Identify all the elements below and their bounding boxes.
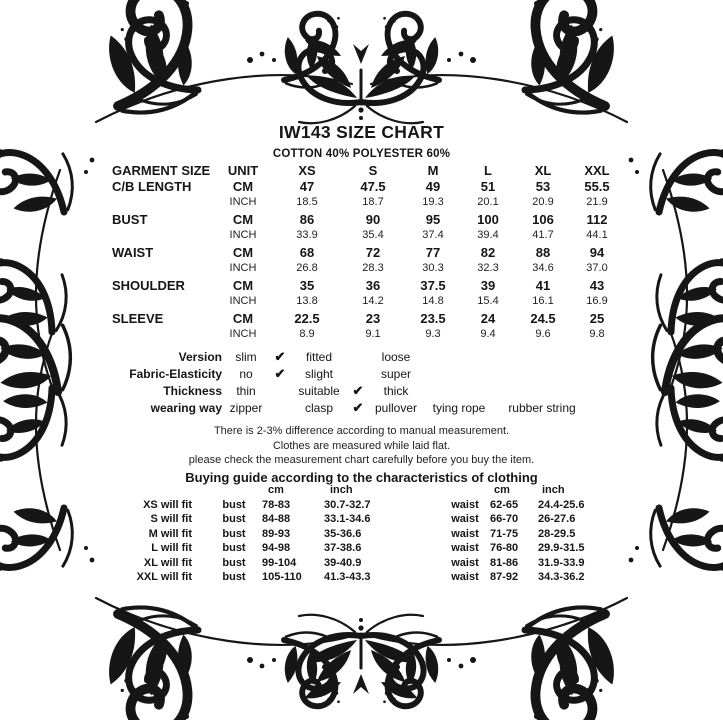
check-icon: ✔ bbox=[274, 365, 286, 381]
value-cell: 84-88 bbox=[262, 513, 291, 526]
option-cell: thin bbox=[236, 383, 256, 398]
part-cell: waist bbox=[451, 513, 479, 526]
value-cell: 19.3 bbox=[422, 195, 444, 208]
part-cell: bust bbox=[222, 498, 246, 511]
value-cell: 14.2 bbox=[362, 294, 384, 307]
value-cell: 28-29.5 bbox=[538, 527, 576, 540]
note-line: There is 2-3% difference according to manual measurement. bbox=[213, 425, 510, 437]
size-table-header-row bbox=[112, 163, 619, 179]
unit-cell: CM bbox=[232, 310, 254, 326]
part-cell: waist bbox=[451, 527, 479, 540]
value-cell: 41.7 bbox=[532, 228, 554, 241]
value-cell: 81-86 bbox=[490, 556, 519, 569]
value-cell: 30.7-32.7 bbox=[324, 498, 371, 511]
column-header: inch bbox=[330, 484, 353, 497]
value-cell: 25 bbox=[589, 310, 605, 326]
value-cell: 47 bbox=[299, 178, 315, 194]
value-cell: 99-104 bbox=[262, 556, 297, 569]
unit-cell: CM bbox=[232, 244, 254, 260]
value-cell: 37-38.6 bbox=[324, 542, 362, 555]
unit-cell: CM bbox=[232, 211, 254, 227]
buying-guide-header-row bbox=[120, 483, 614, 498]
characteristic-label: Version bbox=[178, 349, 222, 364]
check-icon: ✔ bbox=[274, 348, 286, 364]
option-cell: clasp bbox=[304, 400, 333, 415]
value-cell: 39.4 bbox=[477, 228, 499, 241]
option-cell: tying rope bbox=[432, 400, 486, 415]
buying-guide-row bbox=[120, 541, 614, 556]
option-cell: zipper bbox=[229, 400, 263, 415]
column-header: inch bbox=[542, 484, 565, 497]
value-cell: 94-98 bbox=[262, 542, 291, 555]
value-cell: 23 bbox=[365, 310, 381, 326]
unit-cell: CM bbox=[232, 178, 254, 194]
value-cell: 15.4 bbox=[477, 294, 499, 307]
value-cell: 55.5 bbox=[584, 178, 610, 194]
value-cell: 16.9 bbox=[586, 294, 608, 307]
size-table-row bbox=[112, 278, 619, 294]
column-header: L bbox=[484, 163, 492, 179]
column-header: UNIT bbox=[227, 163, 259, 179]
size-label: S will fit bbox=[150, 513, 192, 526]
size-table-row bbox=[112, 260, 619, 276]
check-icon: ✔ bbox=[352, 399, 364, 415]
value-cell: 31.9-33.9 bbox=[538, 556, 585, 569]
value-cell: 24.5 bbox=[530, 310, 556, 326]
value-cell: 36 bbox=[365, 277, 381, 293]
size-label: M will fit bbox=[148, 527, 192, 540]
value-cell: 47.5 bbox=[360, 178, 386, 194]
value-cell: 32.3 bbox=[477, 261, 499, 274]
size-table-row bbox=[112, 194, 619, 210]
value-cell: 9.6 bbox=[535, 327, 551, 340]
option-cell: slim bbox=[235, 349, 257, 364]
value-cell: 8.9 bbox=[299, 327, 315, 340]
unit-cell: CM bbox=[232, 277, 254, 293]
characteristic-row bbox=[102, 382, 590, 399]
value-cell: 13.8 bbox=[296, 294, 318, 307]
value-cell: 68 bbox=[299, 244, 315, 260]
column-header: GARMENT SIZE bbox=[112, 163, 211, 179]
page-title: IW143 SIZE CHART bbox=[278, 122, 445, 142]
characteristic-row bbox=[102, 348, 590, 365]
check-icon: ✔ bbox=[352, 382, 364, 398]
size-table-row bbox=[112, 311, 619, 327]
column-header: S bbox=[368, 163, 378, 179]
value-cell: 35.4 bbox=[362, 228, 384, 241]
row-label: BUST bbox=[112, 211, 148, 227]
unit-cell: INCH bbox=[229, 327, 257, 340]
material-subtitle: COTTON 40% POLYESTER 60% bbox=[272, 148, 451, 160]
column-header: XXL bbox=[584, 163, 610, 179]
note-line: Clothes are measured while laid flat. bbox=[272, 439, 451, 452]
value-cell: 49 bbox=[425, 178, 441, 194]
value-cell: 77 bbox=[425, 244, 441, 260]
size-label: XL will fit bbox=[143, 556, 192, 569]
size-table-row bbox=[112, 326, 619, 342]
buying-guide-row bbox=[120, 527, 614, 542]
value-cell: 82 bbox=[480, 244, 496, 260]
option-cell: rubber string bbox=[508, 400, 576, 415]
value-cell: 90 bbox=[365, 211, 381, 227]
characteristic-label: Thickness bbox=[163, 383, 222, 398]
option-cell: pullover bbox=[374, 400, 418, 415]
buying-guide-row bbox=[120, 570, 614, 585]
row-label: SLEEVE bbox=[112, 310, 164, 326]
value-cell: 51 bbox=[480, 178, 496, 194]
value-cell: 95 bbox=[425, 211, 441, 227]
value-cell: 9.4 bbox=[480, 327, 496, 340]
part-cell: bust bbox=[222, 542, 246, 555]
part-cell: bust bbox=[222, 571, 246, 584]
size-table-row bbox=[112, 293, 619, 309]
characteristic-row bbox=[102, 365, 590, 382]
value-cell: 43 bbox=[589, 277, 605, 293]
unit-cell: INCH bbox=[229, 261, 257, 274]
option-cell: slight bbox=[304, 366, 333, 381]
value-cell: 24.4-25.6 bbox=[538, 498, 585, 511]
part-cell: waist bbox=[451, 542, 479, 555]
notes bbox=[0, 424, 723, 486]
value-cell: 105-110 bbox=[262, 571, 302, 584]
buying-guide-table bbox=[120, 483, 614, 585]
value-cell: 35-36.6 bbox=[324, 527, 362, 540]
option-cell: thick bbox=[383, 383, 409, 398]
option-cell: no bbox=[239, 366, 253, 381]
part-cell: waist bbox=[451, 571, 479, 584]
value-cell: 34.6 bbox=[532, 261, 554, 274]
size-table-row bbox=[112, 179, 619, 195]
unit-cell: INCH bbox=[229, 294, 257, 307]
characteristic-row bbox=[102, 399, 590, 416]
part-cell: waist bbox=[451, 556, 479, 569]
buying-guide-heading: Buying guide according to the characteristics of clothing bbox=[185, 469, 538, 485]
value-cell: 66-70 bbox=[490, 513, 519, 526]
value-cell: 112 bbox=[586, 211, 608, 227]
value-cell: 100 bbox=[477, 211, 499, 227]
value-cell: 88 bbox=[535, 244, 551, 260]
value-cell: 22.5 bbox=[294, 310, 320, 326]
value-cell: 87-92 bbox=[490, 571, 519, 584]
value-cell: 18.5 bbox=[296, 195, 318, 208]
value-cell: 37.5 bbox=[420, 277, 446, 293]
value-cell: 62-65 bbox=[490, 498, 519, 511]
row-label: WAIST bbox=[112, 244, 154, 260]
value-cell: 24 bbox=[480, 310, 496, 326]
unit-cell: INCH bbox=[229, 195, 257, 208]
value-cell: 39 bbox=[480, 277, 496, 293]
value-cell: 20.9 bbox=[532, 195, 554, 208]
characteristic-label: wearing way bbox=[150, 400, 222, 415]
size-chart-table bbox=[112, 163, 619, 342]
value-cell: 21.9 bbox=[586, 195, 608, 208]
value-cell: 53 bbox=[535, 178, 551, 194]
part-cell: waist bbox=[451, 498, 479, 511]
value-cell: 76-80 bbox=[490, 542, 519, 555]
value-cell: 23.5 bbox=[420, 310, 446, 326]
value-cell: 37.0 bbox=[586, 261, 608, 274]
value-cell: 18.7 bbox=[362, 195, 384, 208]
value-cell: 78-83 bbox=[262, 498, 291, 511]
column-header: cm bbox=[494, 484, 510, 497]
buying-guide-row bbox=[120, 498, 614, 513]
value-cell: 72 bbox=[365, 244, 381, 260]
size-label: XS will fit bbox=[143, 498, 192, 511]
value-cell: 41 bbox=[535, 277, 551, 293]
column-header: XS bbox=[298, 163, 316, 179]
value-cell: 44.1 bbox=[586, 228, 608, 241]
value-cell: 86 bbox=[299, 211, 315, 227]
value-cell: 9.1 bbox=[365, 327, 381, 340]
value-cell: 39-40.9 bbox=[324, 556, 362, 569]
value-cell: 41.3-43.3 bbox=[324, 571, 371, 584]
value-cell: 26.8 bbox=[296, 261, 318, 274]
option-cell: fitted bbox=[305, 349, 332, 364]
value-cell: 28.3 bbox=[362, 261, 384, 274]
size-table-row bbox=[112, 212, 619, 228]
column-header: cm bbox=[268, 484, 284, 497]
unit-cell: INCH bbox=[229, 228, 257, 241]
value-cell: 33.9 bbox=[296, 228, 318, 241]
buying-guide-row bbox=[120, 512, 614, 527]
value-cell: 71-75 bbox=[490, 527, 519, 540]
value-cell: 35 bbox=[299, 277, 315, 293]
value-cell: 33.1-34.6 bbox=[324, 513, 371, 526]
characteristics-table bbox=[102, 348, 590, 416]
part-cell: bust bbox=[222, 513, 246, 526]
buying-guide-row bbox=[120, 556, 614, 571]
value-cell: 34.3-36.2 bbox=[538, 571, 585, 584]
value-cell: 89-93 bbox=[262, 527, 291, 540]
option-cell: super bbox=[380, 366, 412, 381]
value-cell: 26-27.6 bbox=[538, 513, 576, 526]
part-cell: bust bbox=[222, 556, 246, 569]
value-cell: 30.3 bbox=[422, 261, 444, 274]
value-cell: 29.9-31.5 bbox=[538, 542, 585, 555]
row-label: SHOULDER bbox=[112, 277, 185, 293]
value-cell: 94 bbox=[589, 244, 605, 260]
size-label: L will fit bbox=[151, 542, 192, 555]
part-cell: bust bbox=[222, 527, 246, 540]
row-label: C/B LENGTH bbox=[112, 178, 192, 194]
value-cell: 9.8 bbox=[589, 327, 605, 340]
size-label: XXL will fit bbox=[136, 571, 192, 584]
option-cell: suitable bbox=[298, 383, 340, 398]
size-table-row bbox=[112, 227, 619, 243]
value-cell: 106 bbox=[532, 211, 554, 227]
column-header: M bbox=[427, 163, 439, 179]
note-line: please check the measurement chart carefully before you buy the item. bbox=[188, 454, 535, 466]
value-cell: 37.4 bbox=[422, 228, 444, 241]
option-cell: loose bbox=[381, 349, 411, 364]
value-cell: 20.1 bbox=[477, 195, 499, 208]
value-cell: 14.8 bbox=[422, 294, 444, 307]
column-header: XL bbox=[534, 163, 552, 179]
value-cell: 16.1 bbox=[532, 294, 554, 307]
characteristic-label: Fabric-Elasticity bbox=[129, 366, 222, 381]
size-table-row bbox=[112, 245, 619, 261]
value-cell: 9.3 bbox=[425, 327, 441, 340]
